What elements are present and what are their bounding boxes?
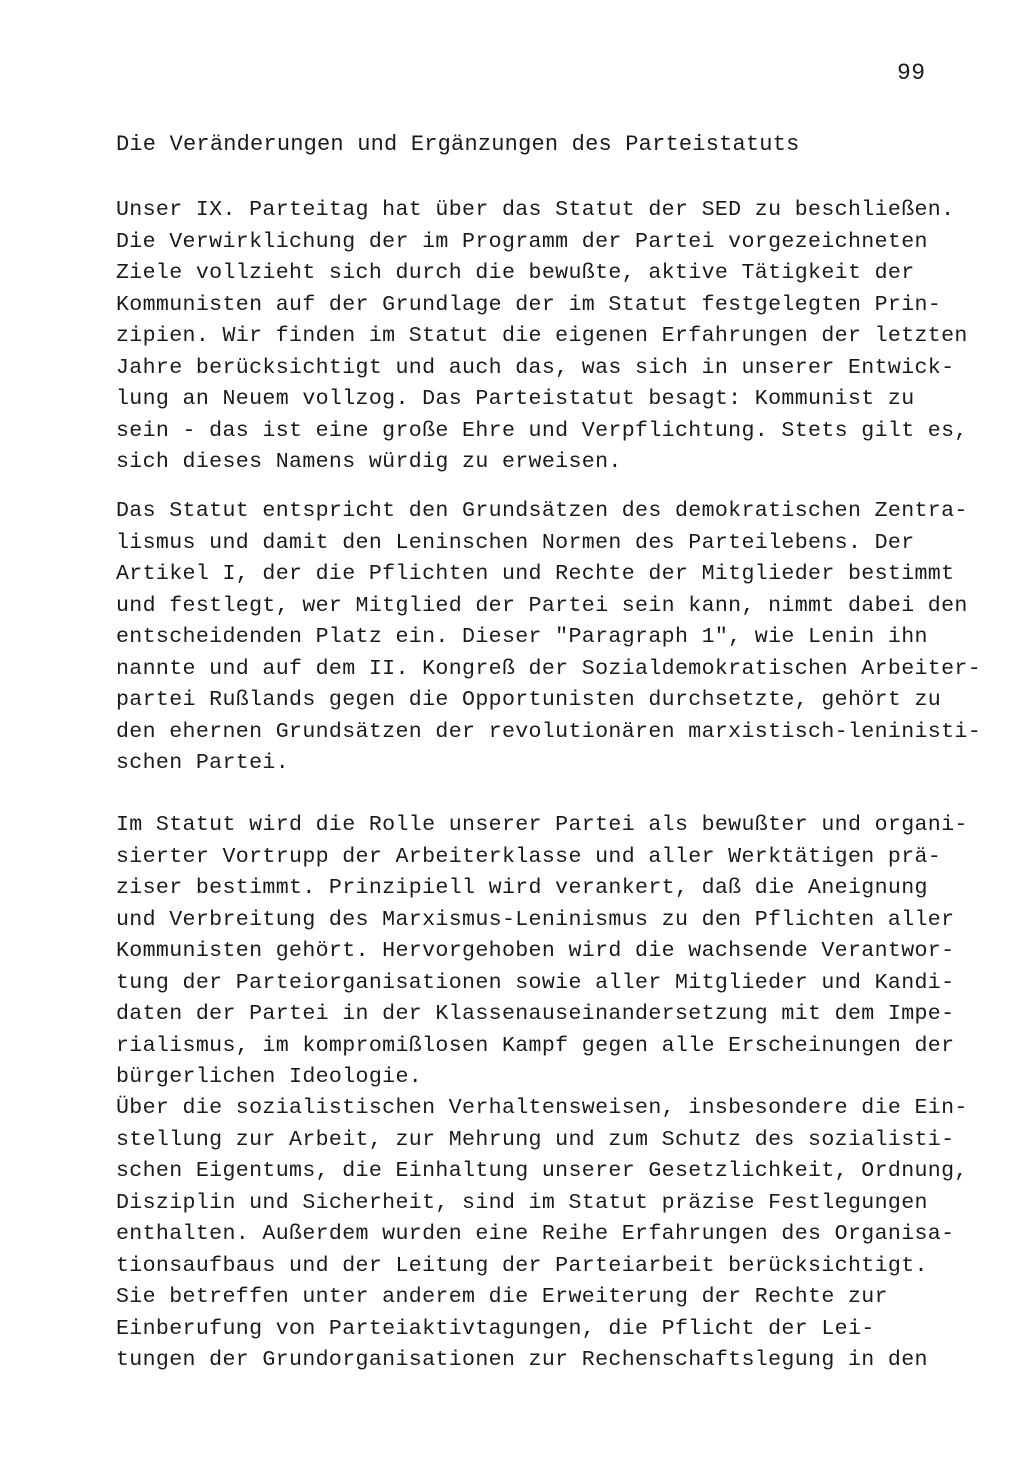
text-line: sierter Vortrupp der Arbeiterklasse und aller Werktätigen prä- bbox=[116, 844, 942, 869]
text-line: schen Eigentums, die Einhaltung unserer Gesetzlichkeit, Ordnung, bbox=[116, 1159, 968, 1183]
text-line: Das Statut entspricht den Grundsätzen des demokratischen Zentra- bbox=[116, 499, 968, 523]
page-heading: Die Veränderungen und Ergänzungen des Parteistatuts bbox=[116, 132, 800, 157]
text-line: den ehernen Grundsätzen der revolutionären marxistisch-leninisti- bbox=[116, 719, 982, 744]
text-line: Kommunisten auf der Grundlage der im Statut festgelegten Prin- bbox=[116, 292, 942, 317]
text-line: tionsaufbaus und der Leitung der Parteiarbeit berücksichtigt. bbox=[116, 1253, 928, 1278]
page-number: 99 bbox=[897, 60, 926, 86]
text-line: und Verbreitung des Marxismus-Leninismus zu den Pflichten aller bbox=[116, 907, 955, 932]
text-line: Jahre berücksichtigt und auch das, was sich in unserer Entwick- bbox=[116, 355, 955, 380]
text-line: enthalten. Außerdem wurden eine Reihe Erfahrungen des Organisa- bbox=[116, 1222, 955, 1246]
paragraph bbox=[116, 496, 982, 780]
paragraph bbox=[116, 810, 968, 1094]
text-line: Über die sozialistischen Verhaltensweisen, insbesondere die Ein- bbox=[116, 1096, 968, 1120]
paragraph bbox=[116, 195, 968, 479]
text-line: Einberufung von Parteiaktivtagungen, die Pflicht der Lei- bbox=[116, 1316, 875, 1341]
text-line: daten der Partei in der Klassenauseinandersetzung mit dem Impe- bbox=[116, 1002, 955, 1026]
text-line: lung an Neuem vollzog. Das Parteistatut besagt: Kommunist zu bbox=[116, 387, 915, 411]
text-line: rialismus, im kompromißlosen Kampf gegen alle Erscheinungen der bbox=[116, 1033, 955, 1058]
text-line: Disziplin und Sicherheit, sind im Statut präzise Festlegungen bbox=[116, 1190, 928, 1215]
text-line: Kommunisten gehört. Hervorgehoben wird die wachsende Verantwor- bbox=[116, 939, 955, 963]
text-line: ziser bestimmt. Prinzipiell wird verankert, daß die Aneignung bbox=[116, 876, 928, 900]
text-line: lismus und damit den Leninschen Normen des Parteilebens. Der bbox=[116, 530, 915, 555]
text-line: Ziele vollzieht sich durch die bewußte, aktive Tätigkeit der bbox=[116, 261, 915, 285]
text-line: entscheidenden Platz ein. Dieser "Paragraph 1", wie Lenin ihn bbox=[116, 625, 928, 649]
text-line: sich dieses Namens würdig zu erweisen. bbox=[116, 450, 622, 474]
text-line: Die Verwirklichung der im Programm der Partei vorgezeichneten bbox=[116, 229, 928, 254]
text-line: zipien. Wir finden im Statut die eigenen Erfahrungen der letzten bbox=[116, 324, 968, 348]
text-line: Im Statut wird die Rolle unserer Partei als bewußter und organi- bbox=[116, 813, 968, 837]
text-line: partei Rußlands gegen die Opportunisten durchsetzte, gehört zu bbox=[116, 688, 942, 712]
text-line: Sie betreffen unter anderem die Erweiterung der Rechte zur bbox=[116, 1285, 888, 1309]
text-line: tung der Parteiorganisationen sowie aller Mitglieder und Kandi- bbox=[116, 970, 955, 995]
text-line: schen Partei. bbox=[116, 751, 290, 775]
text-line: bürgerlichen Ideologie. bbox=[116, 1065, 423, 1089]
text-line: nannte und auf dem II. Kongreß der Sozialdemokratischen Arbeiter- bbox=[116, 656, 982, 681]
text-line: stellung zur Arbeit, zur Mehrung und zum Schutz des sozialisti- bbox=[116, 1127, 955, 1152]
text-line: Unser IX. Parteitag hat über das Statut der SED zu beschließen. bbox=[116, 198, 955, 222]
text-line: tungen der Grundorganisationen zur Rechenschaftslegung in den bbox=[116, 1348, 928, 1372]
text-line: Artikel I, der die Pflichten und Rechte der Mitglieder bestimmt bbox=[116, 562, 955, 586]
text-line: sein - das ist eine große Ehre und Verpflichtung. Stets gilt es, bbox=[116, 418, 968, 443]
paragraph bbox=[116, 1093, 968, 1377]
text-line: und festlegt, wer Mitglied der Partei sein kann, nimmt dabei den bbox=[116, 593, 968, 618]
